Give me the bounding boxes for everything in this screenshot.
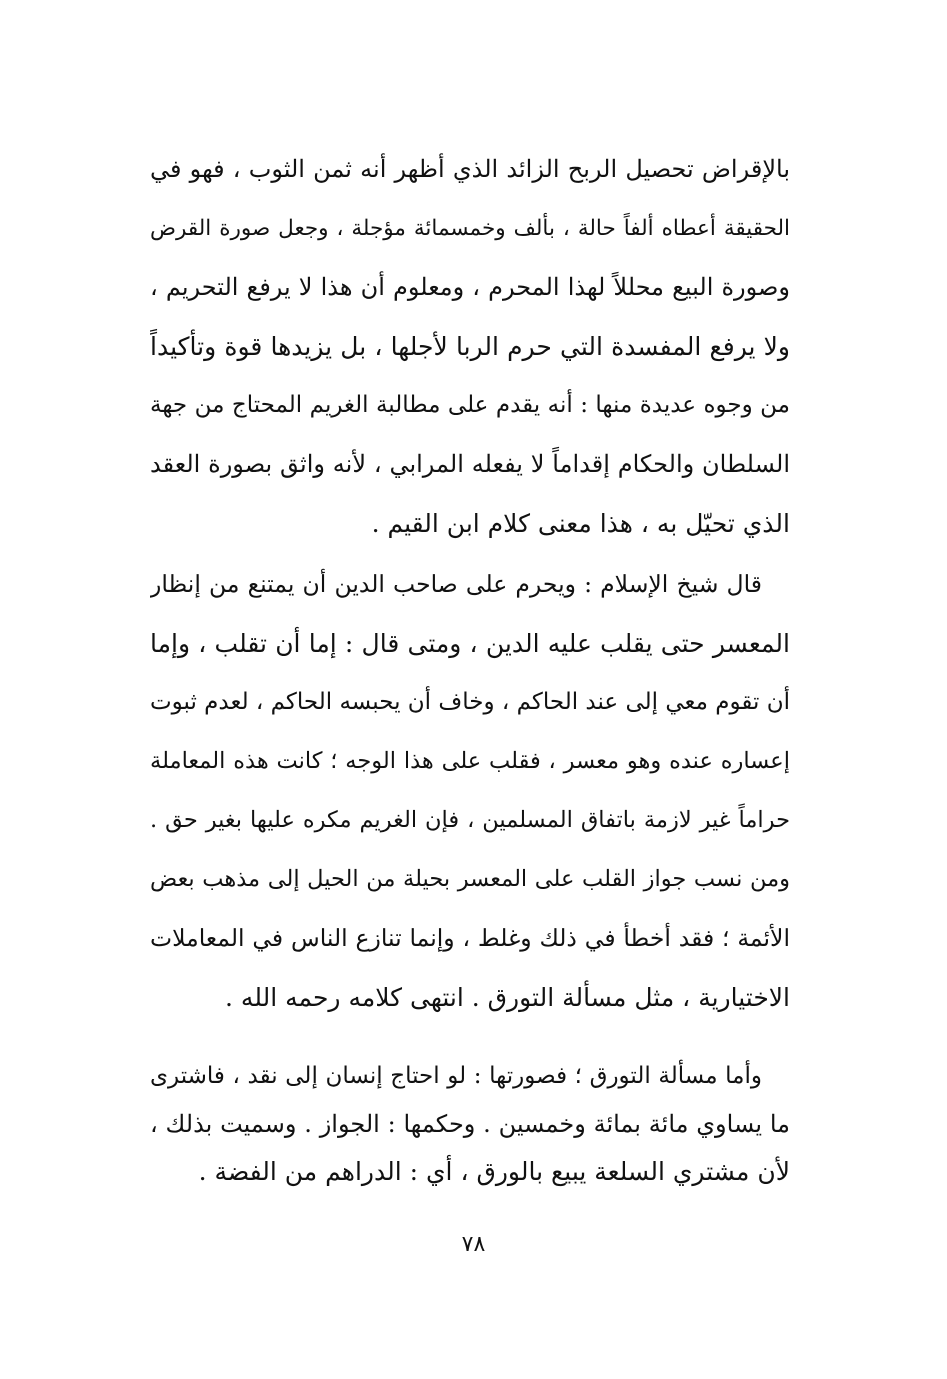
text-line: حراماً غير لازمة باتفاق المسلمين ، فإن الغريم مكره عليها بغير حق . <box>150 807 790 833</box>
text-line: المعسر حتى يقلب عليه الدين ، ومتى قال : إما أن تقلب ، وإما <box>150 629 790 658</box>
paragraph-1 <box>150 140 790 553</box>
paragraph-3 <box>150 1052 790 1196</box>
page-number: ٧٨ <box>461 1232 486 1257</box>
paragraph-2 <box>150 555 790 1027</box>
text-line: الحقيقة أعطاه ألفاً حالة ، بألف وخمسمائة مؤجلة ، وجعل صورة القرض <box>150 216 790 241</box>
text-line: ومن نسب جواز القلب على المعسر بحيلة من الحيل إلى مذهب بعض <box>150 866 790 892</box>
text-line: الذي تحيّل به ، هذا معنى كلام ابن القيم . <box>371 509 790 538</box>
text-line: أن تقوم معي إلى عند الحاكم ، وخاف أن يحبسه الحاكم ، لعدم ثبوت <box>150 689 790 715</box>
text-line: السلطان والحكام إقداماً لا يفعله المرابي ، لأنه واثق بصورة العقد <box>150 450 790 478</box>
text-line: وأما مسألة التورق ؛ فصورتها : لو احتاج إنسان إلى نقد ، فاشترى <box>150 1063 762 1089</box>
text-line: إعساره عنده وهو معسر ، فقلب على هذا الوجه ؛ كانت هذه المعاملة <box>150 748 790 774</box>
text-line: ولا يرفع المفسدة التي حرم الربا لأجلها ، بل يزيدها قوة وتأكيداً <box>150 332 790 361</box>
text-line: بالإقراض تحصيل الربح الزائد الذي أظهر أنه ثمن الثوب ، فهو في <box>150 155 790 183</box>
text-line: ما يساوي مائة بمائة وخمسين . وحكمها : الجواز . وسميت بذلك ، <box>150 1110 790 1138</box>
text-line: من وجوه عديدة منها : أنه يقدم على مطالبة الغريم المحتاج من جهة <box>150 392 790 418</box>
text-line: الاختيارية ، مثل مسألة التورق . انتهى كلامه رحمه الله . <box>225 983 790 1012</box>
text-line: لأن مشتري السلعة يبيع بالورق ، أي : الدراهم من الفضة . <box>198 1157 790 1186</box>
text-line: وصورة البيع محللاً لهذا المحرم ، ومعلوم أن هذا لا يرفع التحريم ، <box>150 273 790 301</box>
text-line: قال شيخ الإسلام : ويحرم على صاحب الدين أن يمتنع من إنظار <box>150 570 762 598</box>
text-line: الأئمة ؛ فقد أخطأ في ذلك وغلط ، وإنما تنازع الناس في المعاملات <box>150 924 790 952</box>
